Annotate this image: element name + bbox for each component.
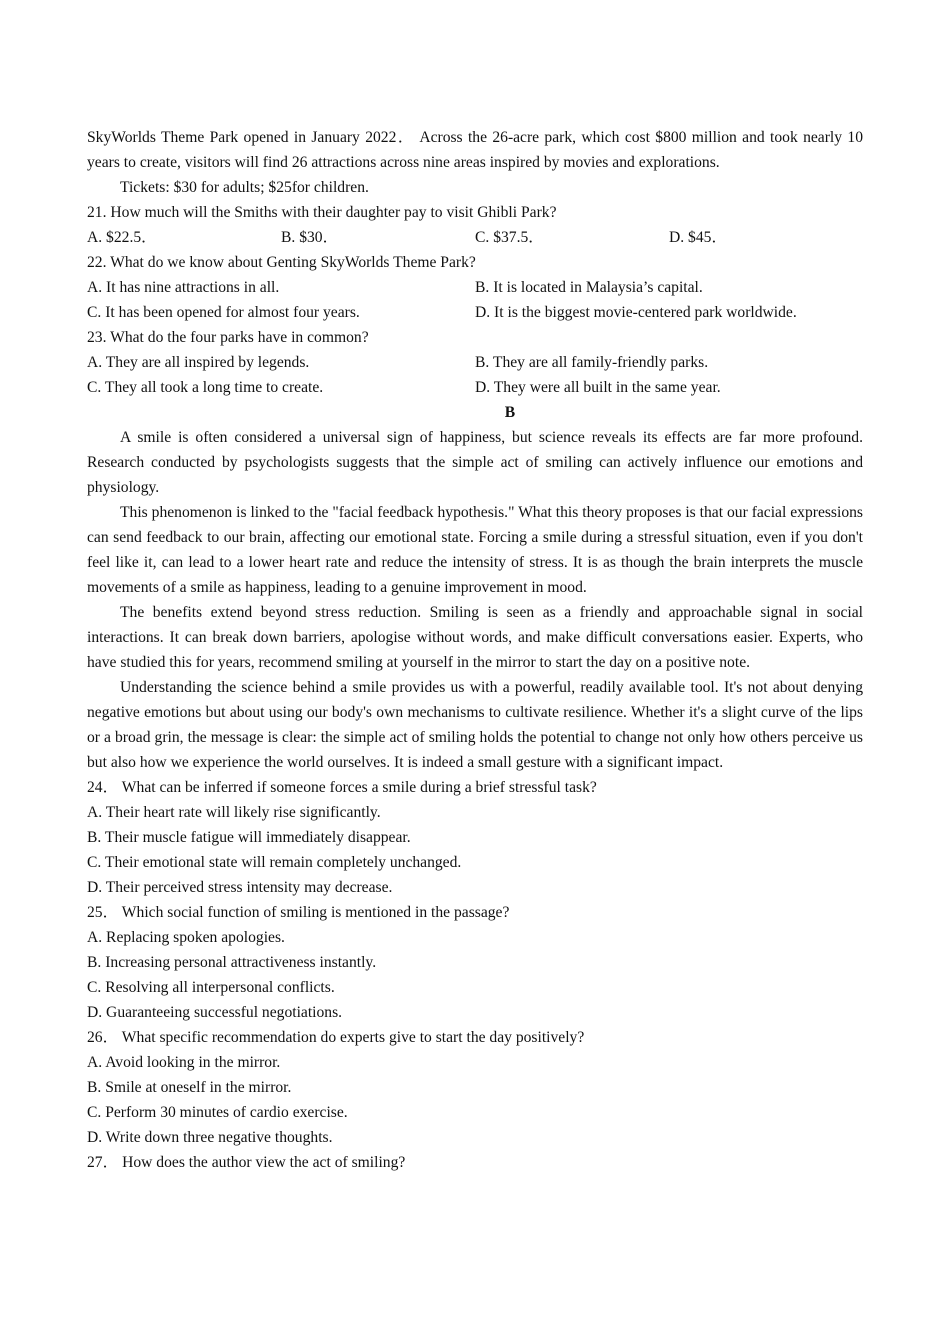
question-21-stem: 21. How much will the Smiths with their daughter pay to visit Ghibli Park? xyxy=(87,204,557,221)
document-page xyxy=(87,125,863,1175)
question-24-option-c: C. Their emotional state will remain completely unchanged. xyxy=(87,854,462,871)
question-22-option-d: D. It is the biggest movie-centered park worldwide. xyxy=(475,304,797,321)
question-25-option-a: A. Replacing spoken apologies. xyxy=(87,929,285,946)
question-26-option-b: B. Smile at oneself in the mirror. xyxy=(87,1079,292,1096)
question-21-option-c: C. $37.5． xyxy=(475,229,544,246)
question-21-option-b: B. $30． xyxy=(281,229,339,246)
section-b-paragraph-2: This phenomenon is linked to the "facial feedback hypothesis." What this theory proposes is that our facial expressions can send feedback to our brain, affecting our emotional state. Forcing a smile during a stressful situation, even if you don't feel like it, can lead to a lower heart rate and reduce the intensity of stress. It is as though the brain interprets the muscle movements of a smile as happiness, leading to a genuine improvement in mood. xyxy=(87,504,863,596)
question-21-options xyxy=(87,225,863,250)
question-26-option-a: A. Avoid looking in the mirror. xyxy=(87,1054,281,1071)
section-b-paragraph-1: A smile is often considered a universal sign of happiness, but science reveals its effects are far more profound. Research conducted by psychologists suggests that the simple act of smiling can actively influence our emotions and physiology. xyxy=(87,429,863,496)
question-26-option-d: D. Write down three negative thoughts. xyxy=(87,1129,333,1146)
section-b-paragraph-4: Understanding the science behind a smile provides us with a powerful, readily available tool. It's not about denying negative emotions but about using our body's own mechanisms to cultivate resilience. Whether it's a slight curve of the lips or a broad grin, the message is clear: the simple act of smiling holds the potential to change not only how others perceive us but also how we experience the world ourselves. It is indeed a small gesture with a significant impact. xyxy=(87,679,863,771)
question-23-option-b: B. They are all family-friendly parks. xyxy=(475,354,709,371)
section-b-heading: B xyxy=(504,404,516,421)
question-23-options-row-1 xyxy=(87,350,863,375)
question-22-options-row-2 xyxy=(87,300,863,325)
question-23-option-d: D. They were all built in the same year. xyxy=(475,379,721,396)
question-25-option-d: D. Guaranteeing successful negotiations. xyxy=(87,1004,343,1021)
question-24-option-d: D. Their perceived stress intensity may decrease. xyxy=(87,879,393,896)
question-25-stem: 25． Which social function of smiling is mentioned in the passage? xyxy=(87,904,510,921)
question-21-option-d: D. $45． xyxy=(669,229,728,246)
question-23-option-c: C. They all took a long time to create. xyxy=(87,379,324,396)
question-25-option-b: B. Increasing personal attractiveness instantly. xyxy=(87,954,377,971)
question-24-option-a: A. Their heart rate will likely rise significantly. xyxy=(87,804,381,821)
question-23-option-a: A. They are all inspired by legends. xyxy=(87,354,310,371)
question-22-option-c: C. It has been opened for almost four years. xyxy=(87,304,360,321)
section-b-paragraph-3: The benefits extend beyond stress reduction. Smiling is seen as a friendly and approachable signal in social interactions. It can break down barriers, apologise without words, and make difficult conversations easier. Experts, who have studied this for years, recommend smiling at yourself in the mirror to start the day on a positive note. xyxy=(87,604,863,671)
question-26-option-c: C. Perform 30 minutes of cardio exercise. xyxy=(87,1104,348,1121)
question-22-option-b: B. It is located in Malaysia’s capital. xyxy=(475,279,703,296)
question-23-options-row-2 xyxy=(87,375,863,400)
question-22-option-a: A. It has nine attractions in all. xyxy=(87,279,280,296)
question-27-stem: 27． How does the author view the act of smiling? xyxy=(87,1154,406,1171)
question-23-stem: 23. What do the four parks have in common? xyxy=(87,329,369,346)
question-22-stem: 22. What do we know about Genting SkyWorlds Theme Park? xyxy=(87,254,476,271)
question-24-stem: 24． What can be inferred if someone forces a smile during a brief stressful task? xyxy=(87,779,597,796)
question-24-option-b: B. Their muscle fatigue will immediately disappear. xyxy=(87,829,411,846)
question-22-options-row-1 xyxy=(87,275,863,300)
question-21-option-a: A. $22.5． xyxy=(87,229,157,246)
ticket-prices: Tickets: $30 for adults; $25for children. xyxy=(120,179,369,196)
passage-intro: SkyWorlds Theme Park opened in January 2022． Across the 26-acre park, which cost $800 million and took nearly 10 years to create, visitors will find 26 attractions across nine areas inspired by movies and explorations. xyxy=(87,129,863,171)
question-25-option-c: C. Resolving all interpersonal conflicts. xyxy=(87,979,335,996)
question-26-stem: 26． What specific recommendation do experts give to start the day positively? xyxy=(87,1029,585,1046)
